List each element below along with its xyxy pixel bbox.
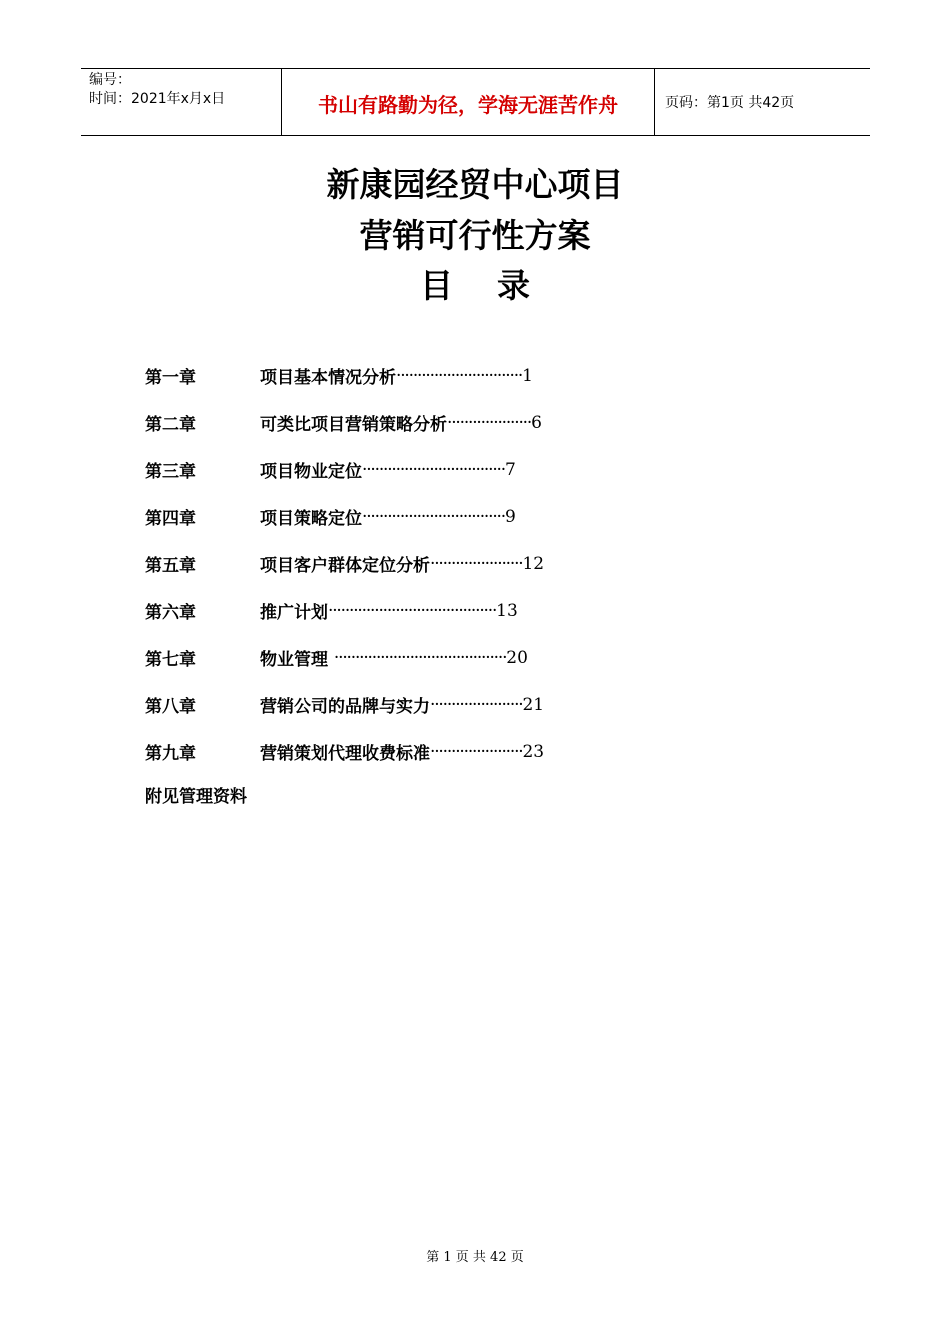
toc-leader: ······················ <box>430 694 523 715</box>
page-label: 页码：第1页 共42页 <box>665 95 795 111</box>
toc-title: 营销策划代理收费标准 <box>260 744 430 764</box>
toc-entry[interactable] <box>145 399 544 446</box>
motto-text: 书山有路勤为径，学海无涯苦作舟 <box>318 92 618 117</box>
toc-page: 23 <box>522 741 545 762</box>
toc-title: 推广计划 <box>260 603 328 623</box>
toc-entry[interactable] <box>145 634 544 681</box>
toc-chapter: 第四章 <box>145 509 196 529</box>
toc-title: 可类比项目营销策略分析 <box>260 415 447 435</box>
appendix-note: 附见管理资料 <box>145 787 247 807</box>
page-footer: 第 1 页 共 42 页 <box>426 1250 524 1265</box>
toc-chapter: 第一章 <box>145 368 196 388</box>
toc-title: 项目策略定位 <box>260 509 362 529</box>
toc-title: 物业管理 <box>260 650 334 670</box>
header-table <box>81 68 870 136</box>
toc-leader: ······················ <box>430 553 523 574</box>
toc-entry[interactable] <box>145 352 544 399</box>
document-title: 新康园经贸中心项目 <box>326 165 624 204</box>
toc-page: 9 <box>504 506 516 527</box>
toc-entry[interactable] <box>145 587 544 634</box>
header-page-cell <box>655 69 870 135</box>
toc-entry[interactable] <box>145 446 544 493</box>
toc-heading: 目录 <box>420 266 574 305</box>
toc-title: 营销公司的品牌与实力 <box>260 697 430 717</box>
toc-leader: ·································· <box>362 459 505 480</box>
toc-chapter: 第五章 <box>145 556 196 576</box>
toc-page: 6 <box>531 412 542 433</box>
toc-leader: ········································ <box>328 600 497 621</box>
toc-page: 13 <box>496 600 518 621</box>
toc-title: 项目客户群体定位分析 <box>260 556 430 576</box>
toc-chapter: 第八章 <box>145 697 196 717</box>
toc-entry[interactable] <box>145 540 544 587</box>
toc-chapter: 第九章 <box>145 744 196 764</box>
toc-page: 20 <box>506 647 528 668</box>
toc-title: 项目物业定位 <box>260 462 362 482</box>
toc-chapter: 第三章 <box>145 462 196 482</box>
toc-leader: ········································· <box>333 647 507 668</box>
time-label: 时间：2021年x月x日 <box>89 91 226 107</box>
serial-label: 编号： <box>89 72 131 88</box>
toc-title: 项目基本情况分析 <box>260 368 396 388</box>
toc-page: 12 <box>522 553 545 574</box>
toc-leader: ···················· <box>447 412 532 433</box>
toc-leader: ······························ <box>396 365 523 386</box>
toc-page: 7 <box>504 459 516 480</box>
toc-entry[interactable] <box>145 728 544 775</box>
toc-chapter: 第七章 <box>145 650 196 670</box>
toc-leader: ······················ <box>430 741 523 762</box>
header-meta-cell <box>81 69 282 135</box>
document-subtitle: 营销可行性方案 <box>359 216 591 255</box>
toc-leader: ·································· <box>362 506 505 527</box>
toc-chapter: 第六章 <box>145 603 196 623</box>
toc-entry[interactable] <box>145 493 544 540</box>
toc-chapter: 第二章 <box>145 415 196 435</box>
toc-page: 21 <box>522 694 545 715</box>
toc-page: 1 <box>522 365 533 386</box>
table-of-contents <box>145 352 544 775</box>
header-motto-cell <box>282 69 655 135</box>
toc-entry[interactable] <box>145 681 544 728</box>
